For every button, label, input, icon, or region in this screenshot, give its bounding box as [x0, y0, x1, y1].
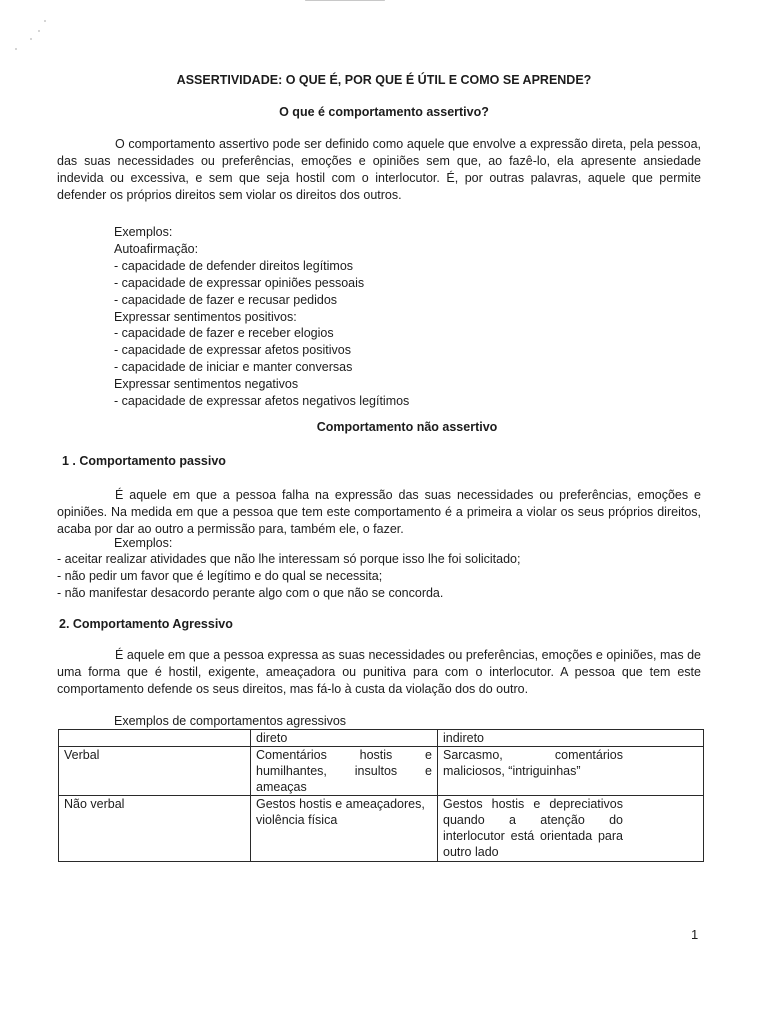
table-header-cell: indireto — [438, 730, 704, 747]
intro-paragraph: O comportamento assertivo pode ser definido como aquele que envolve a expressão direta, pela pessoa, das suas necessidades ou preferências, emoções e opiniões sem que, ao fazê-lo, ela apresente ansiedade indevida ou excessiva, e sem que seja hostil com o interlocutor. É, por outras palavras, aquele que permite defender os próprios direitos sem violar os direitos dos outros. — [57, 137, 701, 202]
table-cell: Comentários hostis e humilhantes, insultos e ameaças — [251, 747, 438, 796]
table-cell: Sarcasmo, comentários maliciosos, “intriguinhas” — [438, 747, 704, 796]
list-item: Exemplos: — [114, 225, 173, 239]
scan-mark — [305, 0, 385, 1]
list-item: - capacidade de expressar opiniões pessoais — [114, 275, 365, 290]
list-item: Expressar sentimentos negativos — [114, 377, 299, 392]
passive-paragraph: É aquele em que a pessoa falha na expressão das suas necessidades ou preferências, emoções e opiniões. Na medida em que a pessoa que tem este comportamento é a primeira a violar os seus próprios direitos, acaba por dar ao outro a permissão para, também ele, o fazer. — [57, 488, 701, 536]
scan-mark — [15, 48, 17, 50]
document-title: ASSERTIVIDADE: O QUE É, POR QUE É ÚTIL E COMO SE APRENDE? — [176, 73, 592, 87]
list-item: - não manifestar desacordo perante algo com o que não se concorda. — [57, 586, 444, 600]
non-assertive-heading: Comportamento não assertivo — [316, 420, 498, 434]
list-item: - capacidade de fazer e receber elogios — [114, 326, 334, 341]
list-item: - não pedir um favor que é legítimo e do qual se necessita; — [57, 569, 383, 583]
list-item: Expressar sentimentos positivos: — [114, 309, 297, 324]
scan-mark — [30, 38, 32, 40]
table-row — [59, 747, 704, 796]
aggressive-examples-table — [58, 729, 704, 862]
aggressive-paragraph: É aquele em que a pessoa expressa as suas necessidades ou preferências, emoções e opiniões, mas de uma forma que é hostil, exigente, ameaçadora ou punitiva para com o interlocutor. A pessoa que tem este comportamento defende os seus direitos, mas fá-lo à custa da violação dos do outro. — [57, 648, 701, 696]
table-header-cell — [59, 730, 251, 747]
list-item: - aceitar realizar atividades que não lhe interessam só porque isso lhe foi solicitado; — [57, 552, 521, 566]
list-item: - capacidade de expressar afetos negativos legítimos — [114, 394, 410, 408]
table-header-cell: direto — [251, 730, 438, 747]
list-item: - capacidade de defender direitos legítimos — [114, 258, 354, 273]
passive-examples-label: Exemplos: — [114, 536, 173, 550]
document-subtitle: O que é comportamento assertivo? — [279, 105, 489, 119]
list-item: - capacidade de iniciar e manter conversas — [114, 360, 353, 375]
page-number: 1 — [691, 927, 699, 942]
aggressive-heading: 2. Comportamento Agressivo — [59, 617, 233, 631]
passive-heading: 1 . Comportamento passivo — [62, 454, 226, 468]
list-item: - capacidade de fazer e recusar pedidos — [114, 292, 338, 307]
list-item: Autoafirmação: — [114, 241, 199, 256]
table-cell: Não verbal — [59, 796, 251, 862]
table-cell: Verbal — [59, 747, 251, 796]
list-item: - capacidade de expressar afetos positivos — [114, 343, 351, 358]
table-header-row — [59, 730, 704, 747]
scan-mark — [38, 30, 40, 32]
scan-mark — [44, 20, 46, 22]
table-cell: Gestos hostis e depreciativos quando a atenção do interlocutor está orientada para outro lado — [438, 796, 704, 862]
table-caption: Exemplos de comportamentos agressivos — [114, 714, 347, 728]
table-row — [59, 796, 704, 862]
table-cell: Gestos hostis e ameaçadores, violência física — [251, 796, 438, 862]
